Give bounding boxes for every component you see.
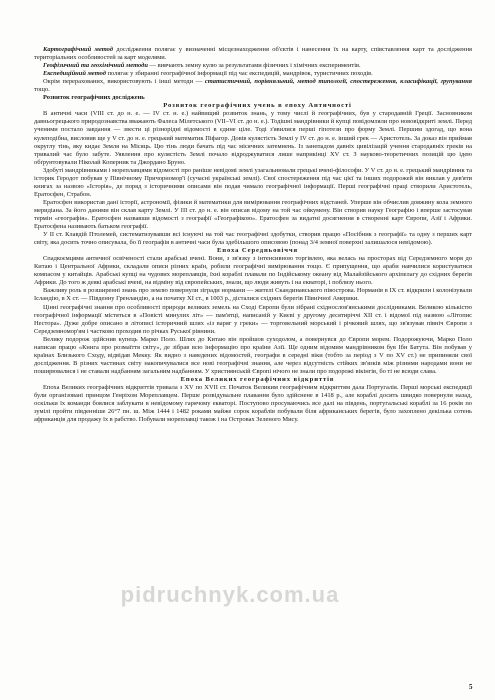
watermark: pidruchnyk.com.ua: [120, 582, 340, 607]
paragraph-other-methods: [34, 78, 472, 94]
paragraph-text: тощо.: [34, 86, 50, 94]
paragraph-antiquity-1: В античні часи (VIII ст. до н. е. — IV ст. н. е.) найвищий розвиток знань, у тому числі й географічних, був у стародавній Греції. Засновником давньогрецького природознавства вважають Фалеса Мілетського (VII–VI ст. до н. е.). Тодішні мандрівники й купці повідомляли про нововідкриті землі. Перед ученими постало завдання — звести ці різнорідні відомості в єдине ціле. Тоді з'явилися перші гіпотези про форму Землі. Першим здогад, що вона кулеподібна, висловив ще у V ст. до н. е. грецький математик Піфагор. Довів кулястість Землі у IV ст. до н. е. інший грек — Аристотель. За доказ він приймав округлу тінь, яку кидає Земля на Місяць. Цю тінь люди бачать під час місячних затемнень. Із занепадом давніх цивілізацій учення стародавніх греків на тривалий час було забуте. Уявлення про кулястість Землі почало відроджуватися лише наприкінці XV ст. З науково-теоретичних позицій цю ідею обґрунтовували Ніколай Коперник та Джордано Бруно.: [34, 110, 472, 166]
heading-great-discoveries: Епоха Великих географічних відкриттів: [180, 375, 335, 383]
paragraph-middle-3: Цінні географічні знання про особливості природи великих земель на Сході Європи були зібрані східнослов'янськими дослідниками. Великою кількістю географічної інформації містяться в «Повісті минулих літ» — пам'ятці, написаній у Києві у другому десятиріччі XII ст. і відомої під назвою «Літопис Нестора». Дуже добре описано в літописі історичний шлях «із варяг у греки» — торговельний морський і річковий шлях, що зв'язував північ Європи з Середземномор'ям і частково проходив по річках Руської рівнини.: [34, 303, 472, 335]
paragraph-antiquity-3: Ератосфен використав дані історії, астрономії, фізики й математики для вимірювання географічних відстаней. Уперше він обчислив довжину кола земного меридіана. За його даними він склав карту Землі. У III ст. до н. е. він описав відому на той час ойкумену. Він створив науку Географію і вперше застосував термін «географія». Ератосфен назвавши відомості з географії «Географікою». Ератосфен за видатні досягнення в створенні карт Європи, Азії і Африки. Ератосфена називають батьком географії.: [34, 198, 472, 231]
term-cartographic-method: Картографічний метод: [43, 46, 113, 53]
page-body: [34, 46, 472, 424]
paragraph-text: полягає у збиранні географічної інформації під час експедицій, мандрівок, туристичних походів.: [105, 70, 373, 78]
heading-middle-ages: Епоха Середньовіччя: [216, 247, 298, 255]
paragraph-middle-4: Велику подорож здійснив купець Марко Поло. Шлях до Китаю він пройшов суходолом, а повернувся до Європи морем. Подорожуючи, Марко Поло написав працю «Книга про розмаїття світу», де зібрав всю інформацію про країни Азії. Ще одним відомим мандрівником був Ібн Батута. Він побував у країнах Близького Сходу, відвідав Мекку. Як видно з наведених відомостей, географи в середні віки (тобто за період з V по XV ст.) не припиняли свої дослідження. В різних частинах світу накопичувалися все нові географічні знання, але через відсутність стійких зв'язків між різними народами вони не поширювалися і не ставали надбанням загальним надбанням. У християнській Європі нічого не знали про подорожі вікінгів, бо ті не всюди слава.: [34, 335, 472, 375]
term-other-methods: статистичний, порівняльний, метод типології, спостереження, класифікації, групування: [204, 78, 472, 86]
paragraph-middle-2: Важливу роль в розширенні знань про землю повернули зігради нормани — жителі Скандинавського півострова. Норманів в IX ст. відкрили і колонізували Ісландію, в X ст. — Південну Гренландію, а на початку XI ст., в 1003 р., дісталися східних берегів Північної Америки.: [34, 287, 472, 303]
term-geophysical-method: Геофізичний та геохімічний методи: [43, 62, 148, 70]
paragraph-text: Окрім перерахованих, використовують і інші методи —: [43, 78, 205, 86]
page-number: 5: [469, 683, 473, 691]
paragraph-cartographic-method: [34, 46, 472, 62]
heading-antiquity: Розвиток географічних учень в епоху Античності: [163, 102, 352, 110]
paragraph-geophysical-method: [34, 62, 472, 70]
paragraph-expedition-method: [34, 70, 472, 78]
heading-development: Розвиток географічних досліджень: [43, 94, 145, 102]
paragraph-text: — вивчають земну кулю за результатами фізичних і хімічних експериментів.: [147, 62, 361, 70]
paragraph-antiquity-2: Здобуті мандрівниками і мореплавцями відомості про раніше невідомі землі узагальнювали грецькі вчені-філософи. У V ст. до н. е. грецький мандрівник та історик Геродот побував у Північному Причорномор'ї (сучасні українські землі). Свої спостереження під час цієї та інших подорожей він виклав у дев'яти книгах за назвою «Історія», де поряд з історичними описами він подав чимало географічної інформації. Перші географічні праці створили Аристотель, Ератосфен, Страбон.: [34, 166, 472, 198]
paragraph-middle-1: Спадкоємцями античної освіченості стали арабські вчені. Вони, з зв'язку з інтенсивною торгівлею, яка велась на просторах від Середземного моря до Китаю і Центральної Африки, складали описи різних країн, робили географічні вимірювання тощо. Є припущення, що араби навчилися користуватися компасом у китайців. Арабські купці на чудових мореплавців, їхні кораблі плавали по Індійському океану від Малайзійського архіпелагу до східних берегів Африки. До того ж деякі арабські вчені, на відміну від європейських, знали, що люди живуть і на екваторі, і поблизу нього.: [34, 255, 472, 287]
paragraph-antiquity-4: У II ст. Клавдій Птолемей, систематизувавши всі існуючі на той час географічні здобутки, створив працю «Посібник з географії» та одну з перших карт світу, яка досить точно описувала, бо її географія в античні часи була здебільшого описовою (понад 3/4 земної поверхні залишалося невідомою).: [34, 231, 472, 247]
term-expedition-method: Експедиційний метод: [43, 70, 106, 78]
paragraph-text: дослідження полягає у визначенні місцезнаходження об'єктів і нанесення їх на карту, співставлення карт та дослідження територіальних особливостей за карт моделями.: [34, 46, 472, 62]
paragraph-discoveries-1: Епоха Великих географічних відкриттів тривала з XV по XVII ст. Початок Великим географічним відкриттям дала Португалія. Перші морські експедиції були організовані принцом Генріхом Мореплавцем. Перше розвідувальне плавання було здійснене в 1418 р., але кораблі досить швидко повернули назад, оскільки їх команди боялися заблукати в невідомому гарячому екваторі. Поступово просуваючись все далі на південь, португальські кораблі за 16 років по зумілі пройти південніше 26°7 пн. ш. Між 1444 і 1482 роками майже сорок кораблів побували біля африканських берегів, було захоплено декілька сотень африканців для продажу їх в рабство. Побували мореплавці також і на Островах Зеленого Мису.: [34, 383, 472, 424]
